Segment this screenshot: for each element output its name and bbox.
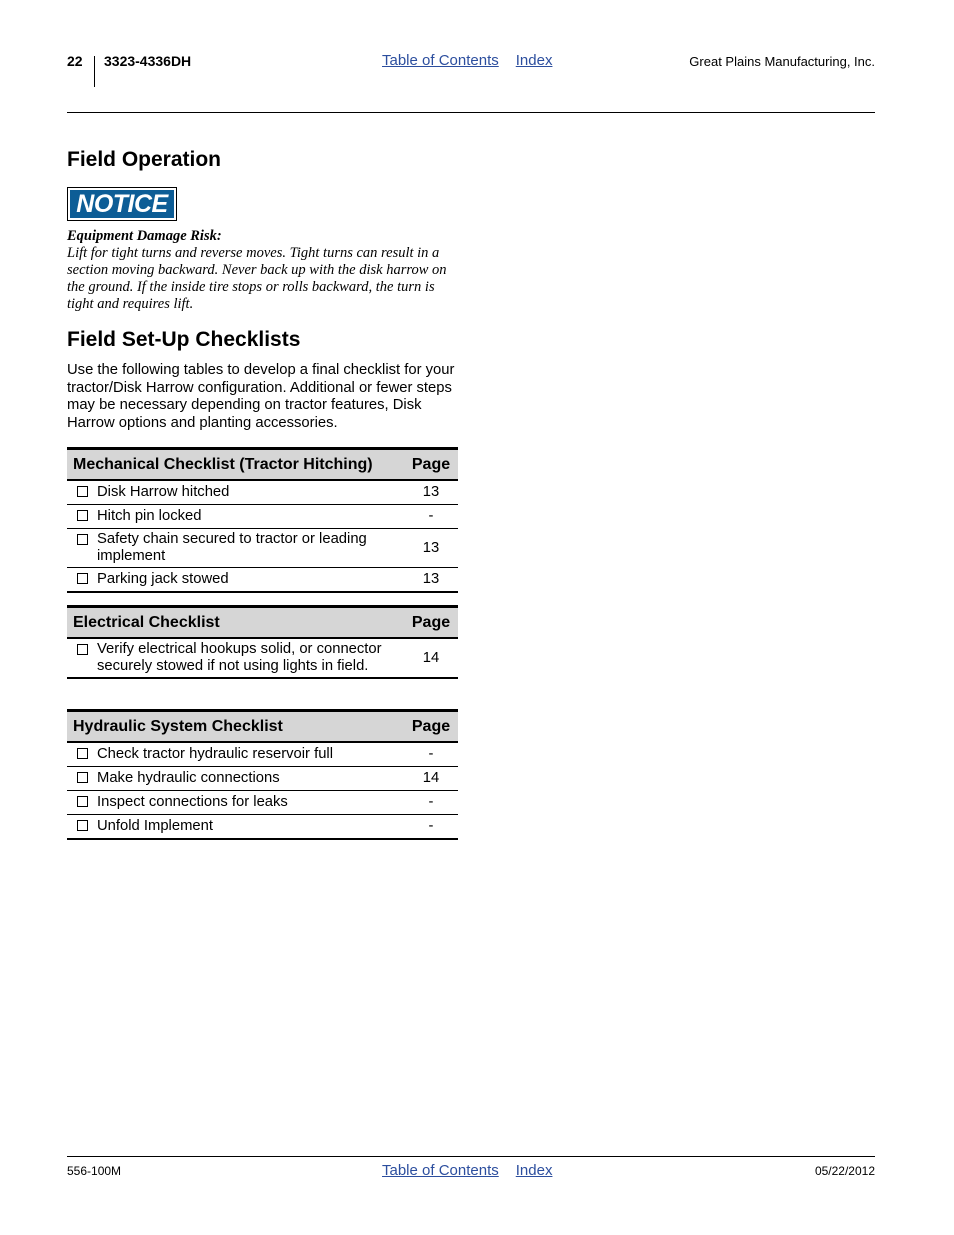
checklist-item: Check tractor hydraulic reservoir full: [97, 742, 404, 767]
notice-label: NOTICE: [70, 190, 174, 218]
table-row: [67, 505, 458, 529]
table-row: [67, 742, 458, 767]
table-of-contents-link[interactable]: Table of Contents: [382, 52, 499, 69]
notice-badge: [67, 187, 177, 221]
checklist-item: Unfold Implement: [97, 815, 404, 840]
checkbox[interactable]: [77, 486, 88, 497]
page-ref: 13: [404, 529, 458, 568]
page-ref: 13: [404, 568, 458, 593]
header-nav: [382, 52, 569, 69]
section-title-field-setup: Field Set-Up Checklists: [67, 328, 301, 351]
checklist-item: Verify electrical hookups solid, or connector securely stowed if not using lights in field.: [97, 638, 404, 678]
table-row: [67, 815, 458, 840]
checklist-item: Inspect connections for leaks: [97, 791, 404, 815]
footer-part-number: 556-100M: [67, 1164, 122, 1178]
checklist-item: Hitch pin locked: [97, 505, 404, 529]
document-id: 3323-4336DH: [104, 53, 192, 69]
index-link[interactable]: Index: [515, 52, 553, 69]
page-number: 22: [67, 53, 83, 69]
table-row: [67, 638, 458, 678]
checkbox[interactable]: [77, 534, 88, 545]
risk-text: Lift for tight turns and reverse moves. Tight turns can result in a section moving backward. Never back up with the disk harrow on the ground. If the inside tire stops or rolls backward, the turn is tight and requires lift.: [67, 245, 447, 312]
page-column-header: Page: [404, 607, 458, 639]
checklist-item: Disk Harrow hitched: [97, 480, 404, 505]
page-ref: 14: [404, 638, 458, 678]
notice-message: [67, 228, 459, 313]
intro-paragraph: Use the following tables to develop a final checklist for your tractor/Disk Harrow configuration. Additional or fewer steps may be necessary depending on tractor features, Disk Harrow options and planting accessories.: [67, 362, 455, 431]
checkbox[interactable]: [77, 644, 88, 655]
table-header: Mechanical Checklist (Tractor Hitching): [67, 449, 404, 481]
checklist-item: Make hydraulic connections: [97, 767, 404, 791]
checkbox[interactable]: [77, 796, 88, 807]
checklist-item: Parking jack stowed: [97, 568, 404, 593]
checkbox[interactable]: [77, 748, 88, 759]
footer-rule: [67, 1156, 875, 1157]
table-header: Hydraulic System Checklist: [67, 711, 404, 743]
checkbox[interactable]: [77, 573, 88, 584]
table-row: [67, 767, 458, 791]
mechanical-checklist-table: [67, 447, 458, 593]
header-separator: [94, 56, 95, 87]
index-link[interactable]: Index: [515, 1162, 553, 1179]
header-rule: [67, 112, 875, 113]
checkbox[interactable]: [77, 510, 88, 521]
page-column-header: Page: [404, 449, 458, 481]
page-ref: -: [404, 505, 458, 529]
section-title-field-operation: Field Operation: [67, 148, 222, 171]
hydraulic-checklist-table: [67, 709, 458, 840]
footer-nav: [382, 1162, 569, 1179]
page-ref: -: [404, 742, 458, 767]
checkbox[interactable]: [77, 820, 88, 831]
table-row: [67, 480, 458, 505]
page-ref: 13: [404, 480, 458, 505]
table-row: [67, 529, 458, 568]
company-name: Great Plains Manufacturing, Inc.: [689, 54, 875, 69]
electrical-checklist-table: [67, 605, 458, 679]
table-row: [67, 568, 458, 593]
table-row: [67, 791, 458, 815]
page-ref: -: [404, 815, 458, 840]
checkbox[interactable]: [77, 772, 88, 783]
risk-title: Equipment Damage Risk:: [67, 228, 222, 244]
table-of-contents-link[interactable]: Table of Contents: [382, 1162, 499, 1179]
checklist-item: Safety chain secured to tractor or leading implement: [97, 529, 404, 568]
page-ref: 14: [404, 767, 458, 791]
page-column-header: Page: [404, 711, 458, 743]
footer-date: 05/22/2012: [814, 1164, 875, 1178]
page-ref: -: [404, 791, 458, 815]
table-header: Electrical Checklist: [67, 607, 404, 639]
